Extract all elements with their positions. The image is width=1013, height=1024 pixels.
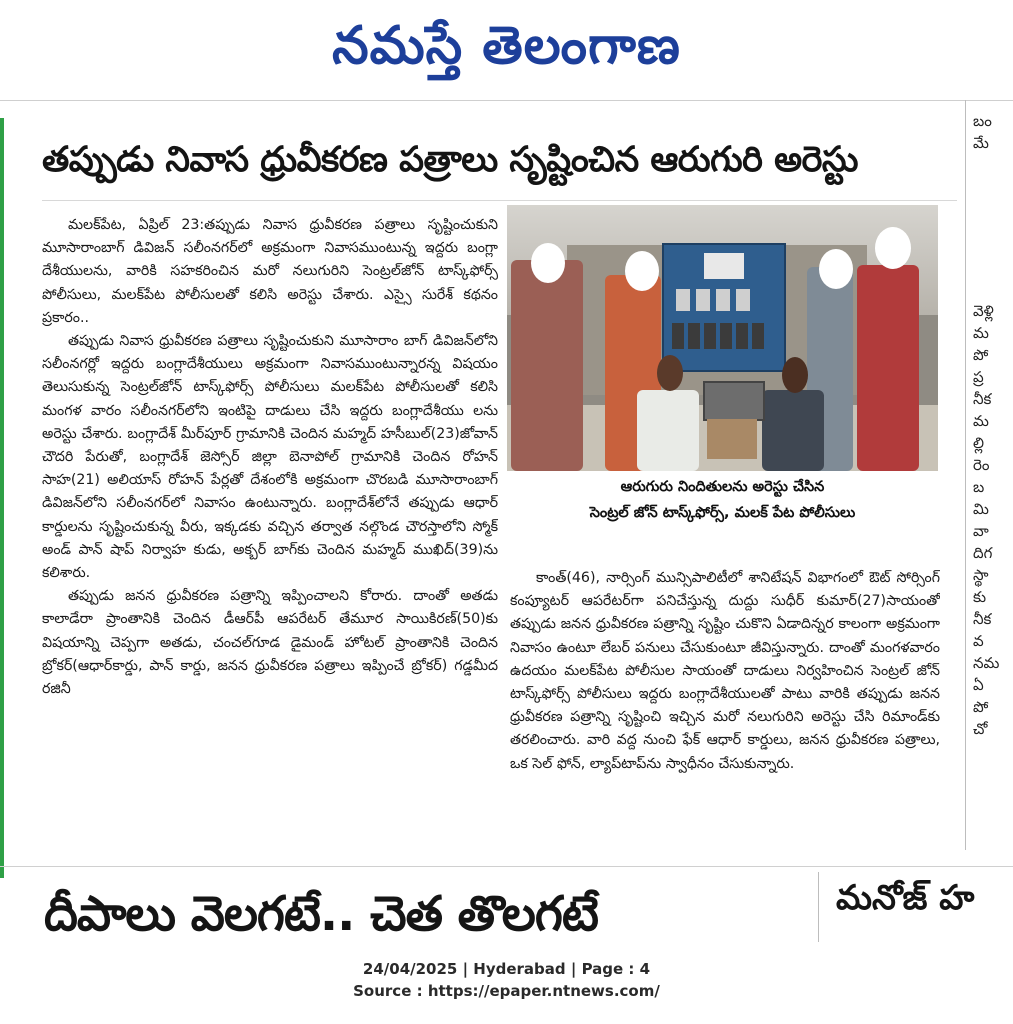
edge-fragment: కు bbox=[973, 588, 987, 606]
person-head bbox=[782, 357, 808, 393]
edge-fragment: బ bbox=[973, 478, 985, 496]
newspaper-logo-title: నమస్తే తెలంగాణ bbox=[332, 15, 681, 76]
article-body-right bbox=[510, 567, 940, 857]
edge-fragment: చో bbox=[973, 720, 988, 738]
blurred-face bbox=[531, 243, 565, 283]
edge-fragment: రెం bbox=[973, 456, 990, 474]
photo-caption bbox=[507, 474, 938, 532]
edge-fragment: ఏ bbox=[973, 676, 984, 694]
edge-fragment: వా bbox=[973, 522, 989, 540]
edge-column-mid bbox=[973, 300, 1013, 740]
blurred-face bbox=[625, 251, 659, 291]
article-photo bbox=[507, 205, 938, 471]
article-paragraph: తప్పుడు జనన ధ్రువీకరణ పత్రాన్ని ఇప్పించాలని కోరారు. దాంతో అతడు కాలాడేరా ప్రాంతానికి చెందిన డీఆర్‌పీ ఆపరేటర్ తేమూర సాయికిరణ్(50)కు విషయాన్ని చెప్పగా అతడు, చంచల్‌గూడ డైమండ్ హోటల్ ప్రాంతానికి చెందిన బ్రోకర్(ఆధార్‌కార్డు, పాన్ కార్డు, జనన ధ్రువీకరణ పత్రాలు ఇప్పించే బ్రోకర్) గడ్డమీద రజినీ bbox=[42, 588, 498, 698]
edge-fragment: స్థా bbox=[973, 566, 989, 584]
phone-evidence bbox=[720, 323, 732, 349]
edge-fragment: మే bbox=[973, 134, 989, 152]
evidence-card bbox=[696, 289, 710, 311]
caption-line: ఆరుగురు నిందితులను అరెస్టు చేసిన bbox=[620, 479, 825, 495]
article-headline: తప్పుడు నివాస ధ్రువీకరణ పత్రాలు సృష్టించిన ఆరుగురి అరెస్టు bbox=[42, 140, 859, 180]
bottom-article-headline: దీపాలు వెలగటే.. చెత తొలగటే bbox=[44, 886, 598, 942]
article-paragraph: మలక్‌పేట, ఏప్రిల్ 23:తప్పుడు నివాస ధ్రువీకరణ పత్రాలు సృష్టించుకుని మూసారాంబాగ్ డివిజన్ సలీంనగర్‌లో అక్రమంగా నివాసముంటున్న ఇద్దరు బంగ్లా దేశీయులను, వారికి సహకరించిన మరో నలుగురిని సెంట్రల్‌జోన్ టాస్క్‌ఫోర్స్ పోలీసులు, మలక్‌పేట పోలీసులతో కలిసి అరెస్టు చేశారు. ఎస్సై సురేశ్ కథనం ప్రకారం.. bbox=[42, 217, 498, 326]
column-divider-right bbox=[965, 100, 966, 850]
article-body-left bbox=[42, 214, 498, 854]
bottom-right-headline: మనోజ్ హ bbox=[836, 878, 975, 918]
article-paragraph: తప్పుడు నివాస ధ్రువీకరణ పత్రాలు సృష్టించుకుని మూసారాం బాగ్ డివిజన్‌లోని సలీంనగర్లో ఇద్దరు బంగ్లాదేశీయులు అక్రమంగా నివాసముంటున్నారన్న విషయం తెలుసుకున్న సెంట్రల్‌జోన్ టాస్క్‌ఫోర్స్ పోలీసులు మలక్‌పేట పోలీసులతో కలిసి మంగళ వారం సలీంనగర్‌లోని ఇంటిపై దాడులు చేసి ఇద్దరు బంగ్లాదేశీయు లను అరెస్టు చేశారు. బంగ్లాదేశ్ మీర్‌పూర్ గ్రామానికి చెందిన మహ్మద్ హసీబుల్(23)జోవాన్ చౌదరి పేరుతో, బంగ్లాదేశ్ జెస్సోర్ జిల్లా బెనాపోల్ గ్రామానికి చెందిన రోహన్ సాహ(21) అలియాస్ రోహన్ పేర్లతో దేశంలోకి అక్రమంగా చొరబడి మూసారాంబాగ్ డివిజన్‌లోని సలీంనగర్‌లో నివాసం ఉంటున్నారు. బంగ్లాదేశ్‌లోనే తప్పుడు ఆధార్ కార్డులను సృష్టించుకున్న వీరు, ఇక్కడకు వచ్చిన తర్వాత నల్గొండ చౌరస్తాలోని స్మోక్ అండ్ పాన్ షాప్ నిర్వాహ కుడు, అక్బర్ బాగ్‌కు చెందిన మహ్మద్ ముఖిద్(39)ను కలిశారు. bbox=[42, 333, 498, 582]
edge-fragment: నీక bbox=[973, 390, 992, 408]
person-figure bbox=[857, 265, 919, 471]
edge-fragment: బం bbox=[973, 112, 992, 130]
edge-fragment: నమ bbox=[973, 654, 1000, 672]
evidence-card bbox=[716, 289, 730, 311]
stool bbox=[707, 419, 757, 459]
edge-fragment: దిగ bbox=[973, 544, 993, 562]
person-head bbox=[657, 355, 683, 391]
page-footer bbox=[0, 958, 1013, 1002]
person-figure bbox=[511, 260, 583, 471]
person-figure bbox=[762, 390, 824, 471]
blurred-face bbox=[875, 227, 911, 269]
edge-fragment: ప్ర bbox=[973, 368, 984, 386]
masthead bbox=[0, 0, 1013, 92]
edge-fragment: మి bbox=[973, 500, 989, 518]
evidence-document bbox=[704, 253, 744, 279]
article-paragraph: కాంత్(46), నార్సింగ్ మున్సిపాలిటీలో శానిటేషన్ విభాగంలో ఔట్ సోర్సింగ్ కంప్యూటర్ ఆపరేటర్‌గా పనిచేస్తున్న దుద్దు సుధీర్ కుమార్(27)సాయంతో తప్పుడు జనన ధ్రువీకరణ పత్రాన్ని సృష్టిం చుకొని ఏడాదిన్నర కాలంగా అక్రమంగా నివాసం ఉంటూ లేబర్ పనులు చేసుకుంటూ జీవిస్తున్నారు. దాంతో మంగళవారం ఉదయం మలక్‌పేట పోలీసుల సాయంతో దాడులు నిర్వహించిన సెంట్రల్ జోన్ టాస్క్‌ఫోర్స్ పోలీసులు ఇద్దరు బంగ్లాదేశీయులతో పాటు వారికి తప్పుడు జనన ధ్రువీకరణ పత్రాన్ని సృష్టించి ఇచ్చిన మరో నలుగురిని అరెస్టు చేసి రిమాండ్‌కు తరలించారు. వారి వద్ద నుంచి ఫేక్ ఆధార్ కార్డులు, జనన ధ్రువీకరణ పత్రాలు, ఒక సెల్ ఫోన్, ల్యాప్‌టాప్‌ను స్వాధీనం చేసుకున్నారు. bbox=[510, 570, 940, 772]
footer-date-page: 24/04/2025 | Hyderabad | Page : 4 bbox=[362, 960, 651, 978]
edge-fragment: వెళ్లి bbox=[973, 302, 994, 320]
laptop-evidence bbox=[703, 381, 765, 421]
phone-evidence bbox=[752, 323, 764, 349]
edge-fragment: మ bbox=[973, 324, 989, 342]
person-figure bbox=[637, 390, 699, 471]
headline-divider bbox=[42, 200, 957, 201]
edge-fragment: వ bbox=[973, 632, 984, 650]
edge-fragment: ల్లి bbox=[973, 434, 984, 452]
bottom-column-divider bbox=[818, 872, 819, 942]
footer-source: Source : https://epaper.ntnews.com/ bbox=[353, 982, 660, 1000]
masthead-divider bbox=[0, 100, 1013, 101]
left-accent-bar bbox=[0, 118, 4, 878]
edge-fragment: మ bbox=[973, 412, 989, 430]
edge-fragment: పో bbox=[973, 698, 989, 716]
section-divider bbox=[0, 866, 1013, 867]
phone-evidence bbox=[704, 323, 716, 349]
evidence-card bbox=[676, 289, 690, 311]
edge-fragment: పో bbox=[973, 346, 989, 364]
phone-evidence bbox=[736, 323, 748, 349]
evidence-board bbox=[662, 243, 786, 372]
edge-fragment: నీక bbox=[973, 610, 992, 628]
phone-evidence bbox=[688, 323, 700, 349]
evidence-card bbox=[736, 289, 750, 311]
blurred-face bbox=[819, 249, 853, 289]
caption-line: సెంట్రల్ జోన్ టాస్క్‌ఫోర్స్, మలక్ పేట పోలీసులు bbox=[589, 505, 856, 521]
phone-evidence bbox=[672, 323, 684, 349]
edge-column-top bbox=[973, 110, 1013, 154]
